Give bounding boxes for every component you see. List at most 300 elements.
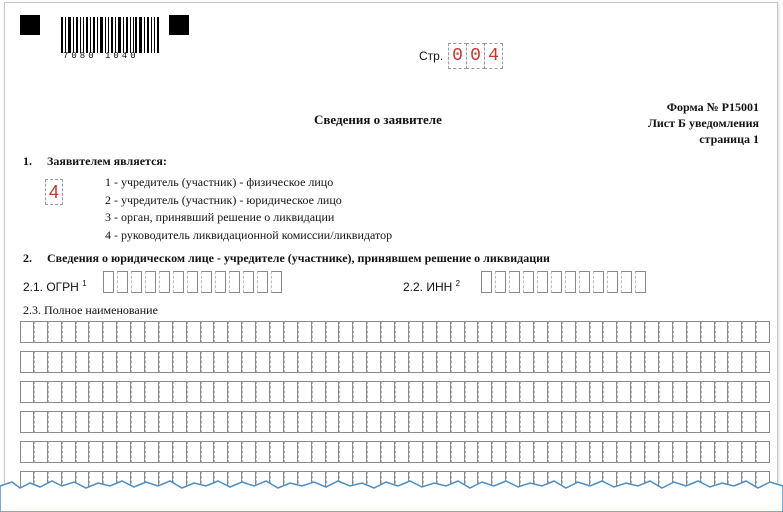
input-cell[interactable] (506, 351, 520, 373)
input-cell[interactable] (242, 441, 256, 463)
input-cell[interactable] (48, 351, 62, 373)
input-cell[interactable] (214, 381, 228, 403)
inn-input[interactable] (481, 271, 649, 293)
input-cell[interactable] (242, 411, 256, 433)
input-cell[interactable] (76, 351, 90, 373)
input-cell[interactable] (243, 271, 254, 293)
input-cell[interactable] (687, 411, 701, 433)
input-cell[interactable] (534, 321, 548, 343)
input-cell[interactable] (89, 411, 103, 433)
input-cell[interactable] (145, 321, 159, 343)
input-cell[interactable] (103, 441, 117, 463)
input-cell[interactable] (256, 411, 270, 433)
input-cell[interactable] (520, 441, 534, 463)
input-cell[interactable] (284, 411, 298, 433)
input-cell[interactable] (478, 321, 492, 343)
input-cell[interactable] (284, 321, 298, 343)
input-cell[interactable] (635, 271, 646, 293)
input-cell[interactable] (145, 271, 156, 293)
input-cell[interactable] (631, 351, 645, 373)
input-cell[interactable] (506, 321, 520, 343)
input-cell[interactable] (701, 441, 715, 463)
input-cell[interactable] (103, 411, 117, 433)
input-cell[interactable] (576, 381, 590, 403)
input-cell[interactable] (326, 441, 340, 463)
input-cell[interactable] (492, 351, 506, 373)
input-cell[interactable] (579, 271, 590, 293)
input-cell[interactable] (312, 441, 326, 463)
input-cell[interactable] (326, 411, 340, 433)
input-cell[interactable] (673, 441, 687, 463)
input-cell[interactable] (631, 441, 645, 463)
input-cell[interactable] (229, 271, 240, 293)
input-cell[interactable] (603, 411, 617, 433)
input-cell[interactable] (617, 351, 631, 373)
ogrn-input[interactable] (103, 271, 285, 293)
input-cell[interactable] (701, 321, 715, 343)
input-cell[interactable] (756, 321, 770, 343)
input-cell[interactable] (621, 271, 632, 293)
input-cell[interactable] (465, 411, 479, 433)
input-cell[interactable] (631, 411, 645, 433)
input-cell[interactable] (659, 441, 673, 463)
input-cell[interactable] (256, 351, 270, 373)
input-cell[interactable] (590, 321, 604, 343)
input-cell[interactable] (62, 411, 76, 433)
input-cell[interactable] (409, 441, 423, 463)
input-cell[interactable] (20, 321, 34, 343)
page-digit[interactable]: 0 (448, 43, 467, 69)
input-cell[interactable] (548, 381, 562, 403)
input-cell[interactable] (76, 411, 90, 433)
input-cell[interactable] (509, 271, 520, 293)
input-cell[interactable] (742, 321, 756, 343)
input-cell[interactable] (103, 321, 117, 343)
input-cell[interactable] (145, 381, 159, 403)
input-cell[interactable] (228, 381, 242, 403)
input-cell[interactable] (520, 351, 534, 373)
input-cell[interactable] (103, 381, 117, 403)
input-cell[interactable] (89, 351, 103, 373)
input-cell[interactable] (437, 321, 451, 343)
full-name-input-row[interactable] (20, 321, 770, 343)
input-cell[interactable] (20, 351, 34, 373)
input-cell[interactable] (607, 271, 618, 293)
input-cell[interactable] (298, 411, 312, 433)
input-cell[interactable] (284, 381, 298, 403)
input-cell[interactable] (520, 381, 534, 403)
input-cell[interactable] (312, 381, 326, 403)
input-cell[interactable] (201, 381, 215, 403)
input-cell[interactable] (76, 321, 90, 343)
input-cell[interactable] (381, 351, 395, 373)
input-cell[interactable] (478, 381, 492, 403)
input-cell[interactable] (534, 381, 548, 403)
input-cell[interactable] (117, 271, 128, 293)
input-cell[interactable] (495, 271, 506, 293)
input-cell[interactable] (728, 321, 742, 343)
input-cell[interactable] (339, 351, 353, 373)
input-cell[interactable] (298, 351, 312, 373)
input-cell[interactable] (228, 321, 242, 343)
input-cell[interactable] (603, 321, 617, 343)
input-cell[interactable] (395, 351, 409, 373)
input-cell[interactable] (159, 271, 170, 293)
input-cell[interactable] (89, 381, 103, 403)
input-cell[interactable] (201, 321, 215, 343)
input-cell[interactable] (131, 321, 145, 343)
input-cell[interactable] (76, 441, 90, 463)
input-cell[interactable] (465, 321, 479, 343)
input-cell[interactable] (423, 321, 437, 343)
input-cell[interactable] (117, 441, 131, 463)
input-cell[interactable] (451, 441, 465, 463)
input-cell[interactable] (715, 321, 729, 343)
input-cell[interactable] (673, 351, 687, 373)
input-cell[interactable] (270, 441, 284, 463)
input-cell[interactable] (562, 441, 576, 463)
page-digit[interactable]: 4 (484, 43, 503, 69)
input-cell[interactable] (117, 351, 131, 373)
input-cell[interactable] (395, 411, 409, 433)
input-cell[interactable] (187, 381, 201, 403)
input-cell[interactable] (187, 271, 198, 293)
input-cell[interactable] (187, 411, 201, 433)
input-cell[interactable] (478, 441, 492, 463)
input-cell[interactable] (492, 411, 506, 433)
input-cell[interactable] (381, 381, 395, 403)
input-cell[interactable] (715, 381, 729, 403)
input-cell[interactable] (590, 351, 604, 373)
input-cell[interactable] (465, 441, 479, 463)
input-cell[interactable] (284, 441, 298, 463)
input-cell[interactable] (673, 411, 687, 433)
input-cell[interactable] (339, 441, 353, 463)
page-digit[interactable]: 0 (466, 43, 485, 69)
input-cell[interactable] (20, 411, 34, 433)
input-cell[interactable] (728, 441, 742, 463)
input-cell[interactable] (451, 411, 465, 433)
input-cell[interactable] (187, 441, 201, 463)
input-cell[interactable] (562, 321, 576, 343)
input-cell[interactable] (395, 441, 409, 463)
input-cell[interactable] (131, 441, 145, 463)
input-cell[interactable] (62, 351, 76, 373)
input-cell[interactable] (48, 321, 62, 343)
input-cell[interactable] (214, 441, 228, 463)
input-cell[interactable] (659, 381, 673, 403)
input-cell[interactable] (353, 381, 367, 403)
input-cell[interactable] (270, 321, 284, 343)
input-cell[interactable] (423, 441, 437, 463)
input-cell[interactable] (565, 271, 576, 293)
input-cell[interactable] (451, 351, 465, 373)
input-cell[interactable] (34, 321, 48, 343)
input-cell[interactable] (214, 351, 228, 373)
input-cell[interactable] (520, 321, 534, 343)
input-cell[interactable] (481, 271, 492, 293)
input-cell[interactable] (659, 411, 673, 433)
input-cell[interactable] (131, 411, 145, 433)
input-cell[interactable] (395, 321, 409, 343)
input-cell[interactable] (617, 411, 631, 433)
input-cell[interactable] (270, 351, 284, 373)
input-cell[interactable] (409, 381, 423, 403)
input-cell[interactable] (257, 271, 268, 293)
input-cell[interactable] (339, 321, 353, 343)
input-cell[interactable] (242, 351, 256, 373)
input-cell[interactable] (492, 381, 506, 403)
input-cell[interactable] (20, 441, 34, 463)
input-cell[interactable] (701, 351, 715, 373)
input-cell[interactable] (409, 411, 423, 433)
input-cell[interactable] (534, 411, 548, 433)
input-cell[interactable] (298, 321, 312, 343)
input-cell[interactable] (423, 411, 437, 433)
input-cell[interactable] (715, 441, 729, 463)
input-cell[interactable] (228, 351, 242, 373)
input-cell[interactable] (534, 351, 548, 373)
input-cell[interactable] (701, 381, 715, 403)
input-cell[interactable] (201, 351, 215, 373)
input-cell[interactable] (562, 381, 576, 403)
input-cell[interactable] (159, 351, 173, 373)
input-cell[interactable] (465, 381, 479, 403)
input-cell[interactable] (576, 351, 590, 373)
input-cell[interactable] (201, 411, 215, 433)
input-cell[interactable] (701, 411, 715, 433)
input-cell[interactable] (645, 411, 659, 433)
input-cell[interactable] (228, 441, 242, 463)
input-cell[interactable] (367, 351, 381, 373)
input-cell[interactable] (451, 321, 465, 343)
input-cell[interactable] (548, 411, 562, 433)
input-cell[interactable] (451, 381, 465, 403)
input-cell[interactable] (492, 441, 506, 463)
input-cell[interactable] (187, 351, 201, 373)
input-cell[interactable] (326, 321, 340, 343)
input-cell[interactable] (631, 321, 645, 343)
input-cell[interactable] (687, 441, 701, 463)
input-cell[interactable] (326, 351, 340, 373)
input-cell[interactable] (242, 381, 256, 403)
input-cell[interactable] (728, 381, 742, 403)
input-cell[interactable] (673, 381, 687, 403)
input-cell[interactable] (117, 411, 131, 433)
input-cell[interactable] (159, 321, 173, 343)
input-cell[interactable] (548, 351, 562, 373)
input-cell[interactable] (687, 351, 701, 373)
input-cell[interactable] (576, 411, 590, 433)
input-cell[interactable] (34, 381, 48, 403)
input-cell[interactable] (131, 271, 142, 293)
input-cell[interactable] (590, 441, 604, 463)
full-name-input-row[interactable] (20, 441, 770, 463)
input-cell[interactable] (548, 321, 562, 343)
input-cell[interactable] (270, 411, 284, 433)
input-cell[interactable] (537, 271, 548, 293)
input-cell[interactable] (298, 381, 312, 403)
full-name-input-row[interactable] (20, 351, 770, 373)
input-cell[interactable] (437, 441, 451, 463)
page-number-cells[interactable] (448, 43, 502, 69)
input-cell[interactable] (34, 411, 48, 433)
input-cell[interactable] (367, 411, 381, 433)
input-cell[interactable] (214, 411, 228, 433)
input-cell[interactable] (367, 381, 381, 403)
input-cell[interactable] (409, 351, 423, 373)
input-cell[interactable] (215, 271, 226, 293)
input-cell[interactable] (562, 351, 576, 373)
input-cell[interactable] (756, 441, 770, 463)
input-cell[interactable] (756, 411, 770, 433)
input-cell[interactable] (353, 351, 367, 373)
input-cell[interactable] (298, 441, 312, 463)
input-cell[interactable] (548, 441, 562, 463)
input-cell[interactable] (506, 381, 520, 403)
input-cell[interactable] (339, 381, 353, 403)
input-cell[interactable] (48, 381, 62, 403)
input-cell[interactable] (62, 381, 76, 403)
input-cell[interactable] (339, 411, 353, 433)
input-cell[interactable] (523, 271, 534, 293)
input-cell[interactable] (62, 321, 76, 343)
input-cell[interactable] (423, 351, 437, 373)
input-cell[interactable] (492, 321, 506, 343)
input-cell[interactable] (145, 351, 159, 373)
input-cell[interactable] (551, 271, 562, 293)
input-cell[interactable] (728, 411, 742, 433)
input-cell[interactable] (728, 351, 742, 373)
input-cell[interactable] (173, 351, 187, 373)
input-cell[interactable] (603, 351, 617, 373)
input-cell[interactable] (506, 441, 520, 463)
input-cell[interactable] (353, 441, 367, 463)
input-cell[interactable] (117, 321, 131, 343)
input-cell[interactable] (173, 411, 187, 433)
input-cell[interactable] (270, 381, 284, 403)
input-cell[interactable] (89, 321, 103, 343)
input-cell[interactable] (159, 441, 173, 463)
input-cell[interactable] (62, 441, 76, 463)
input-cell[interactable] (76, 381, 90, 403)
input-cell[interactable] (256, 381, 270, 403)
input-cell[interactable] (742, 351, 756, 373)
input-cell[interactable] (103, 271, 114, 293)
input-cell[interactable] (465, 351, 479, 373)
input-cell[interactable] (103, 351, 117, 373)
input-cell[interactable] (478, 411, 492, 433)
input-cell[interactable] (645, 351, 659, 373)
input-cell[interactable] (437, 351, 451, 373)
applicant-type-cell[interactable]: 4 (45, 179, 63, 205)
input-cell[interactable] (756, 381, 770, 403)
input-cell[interactable] (576, 441, 590, 463)
input-cell[interactable] (520, 411, 534, 433)
input-cell[interactable] (367, 441, 381, 463)
input-cell[interactable] (687, 321, 701, 343)
input-cell[interactable] (603, 441, 617, 463)
input-cell[interactable] (48, 441, 62, 463)
input-cell[interactable] (645, 321, 659, 343)
input-cell[interactable] (256, 321, 270, 343)
input-cell[interactable] (590, 411, 604, 433)
input-cell[interactable] (534, 441, 548, 463)
input-cell[interactable] (617, 441, 631, 463)
full-name-input-row[interactable] (20, 381, 770, 403)
input-cell[interactable] (756, 351, 770, 373)
input-cell[interactable] (326, 381, 340, 403)
input-cell[interactable] (437, 381, 451, 403)
input-cell[interactable] (715, 351, 729, 373)
input-cell[interactable] (271, 271, 282, 293)
input-cell[interactable] (506, 411, 520, 433)
input-cell[interactable] (201, 271, 212, 293)
input-cell[interactable] (673, 321, 687, 343)
input-cell[interactable] (631, 381, 645, 403)
input-cell[interactable] (742, 381, 756, 403)
input-cell[interactable] (201, 441, 215, 463)
input-cell[interactable] (687, 381, 701, 403)
input-cell[interactable] (645, 381, 659, 403)
input-cell[interactable] (34, 351, 48, 373)
input-cell[interactable] (159, 381, 173, 403)
input-cell[interactable] (742, 441, 756, 463)
input-cell[interactable] (437, 411, 451, 433)
input-cell[interactable] (173, 441, 187, 463)
input-cell[interactable] (187, 321, 201, 343)
input-cell[interactable] (395, 381, 409, 403)
input-cell[interactable] (145, 411, 159, 433)
input-cell[interactable] (117, 381, 131, 403)
input-cell[interactable] (590, 381, 604, 403)
input-cell[interactable] (617, 381, 631, 403)
input-cell[interactable] (173, 271, 184, 293)
input-cell[interactable] (173, 321, 187, 343)
input-cell[interactable] (214, 321, 228, 343)
input-cell[interactable] (20, 381, 34, 403)
input-cell[interactable] (312, 351, 326, 373)
input-cell[interactable] (381, 441, 395, 463)
input-cell[interactable] (423, 381, 437, 403)
input-cell[interactable] (715, 411, 729, 433)
input-cell[interactable] (742, 411, 756, 433)
input-cell[interactable] (659, 321, 673, 343)
input-cell[interactable] (367, 321, 381, 343)
input-cell[interactable] (228, 411, 242, 433)
input-cell[interactable] (659, 351, 673, 373)
input-cell[interactable] (593, 271, 604, 293)
input-cell[interactable] (576, 321, 590, 343)
input-cell[interactable] (131, 381, 145, 403)
input-cell[interactable] (381, 321, 395, 343)
full-name-input-row[interactable] (20, 411, 770, 433)
input-cell[interactable] (284, 351, 298, 373)
input-cell[interactable] (409, 321, 423, 343)
input-cell[interactable] (256, 441, 270, 463)
input-cell[interactable] (381, 411, 395, 433)
input-cell[interactable] (89, 441, 103, 463)
input-cell[interactable] (145, 441, 159, 463)
input-cell[interactable] (353, 321, 367, 343)
input-cell[interactable] (645, 441, 659, 463)
input-cell[interactable] (603, 381, 617, 403)
input-cell[interactable] (159, 411, 173, 433)
input-cell[interactable] (562, 411, 576, 433)
input-cell[interactable] (131, 351, 145, 373)
input-cell[interactable] (173, 381, 187, 403)
input-cell[interactable] (48, 411, 62, 433)
